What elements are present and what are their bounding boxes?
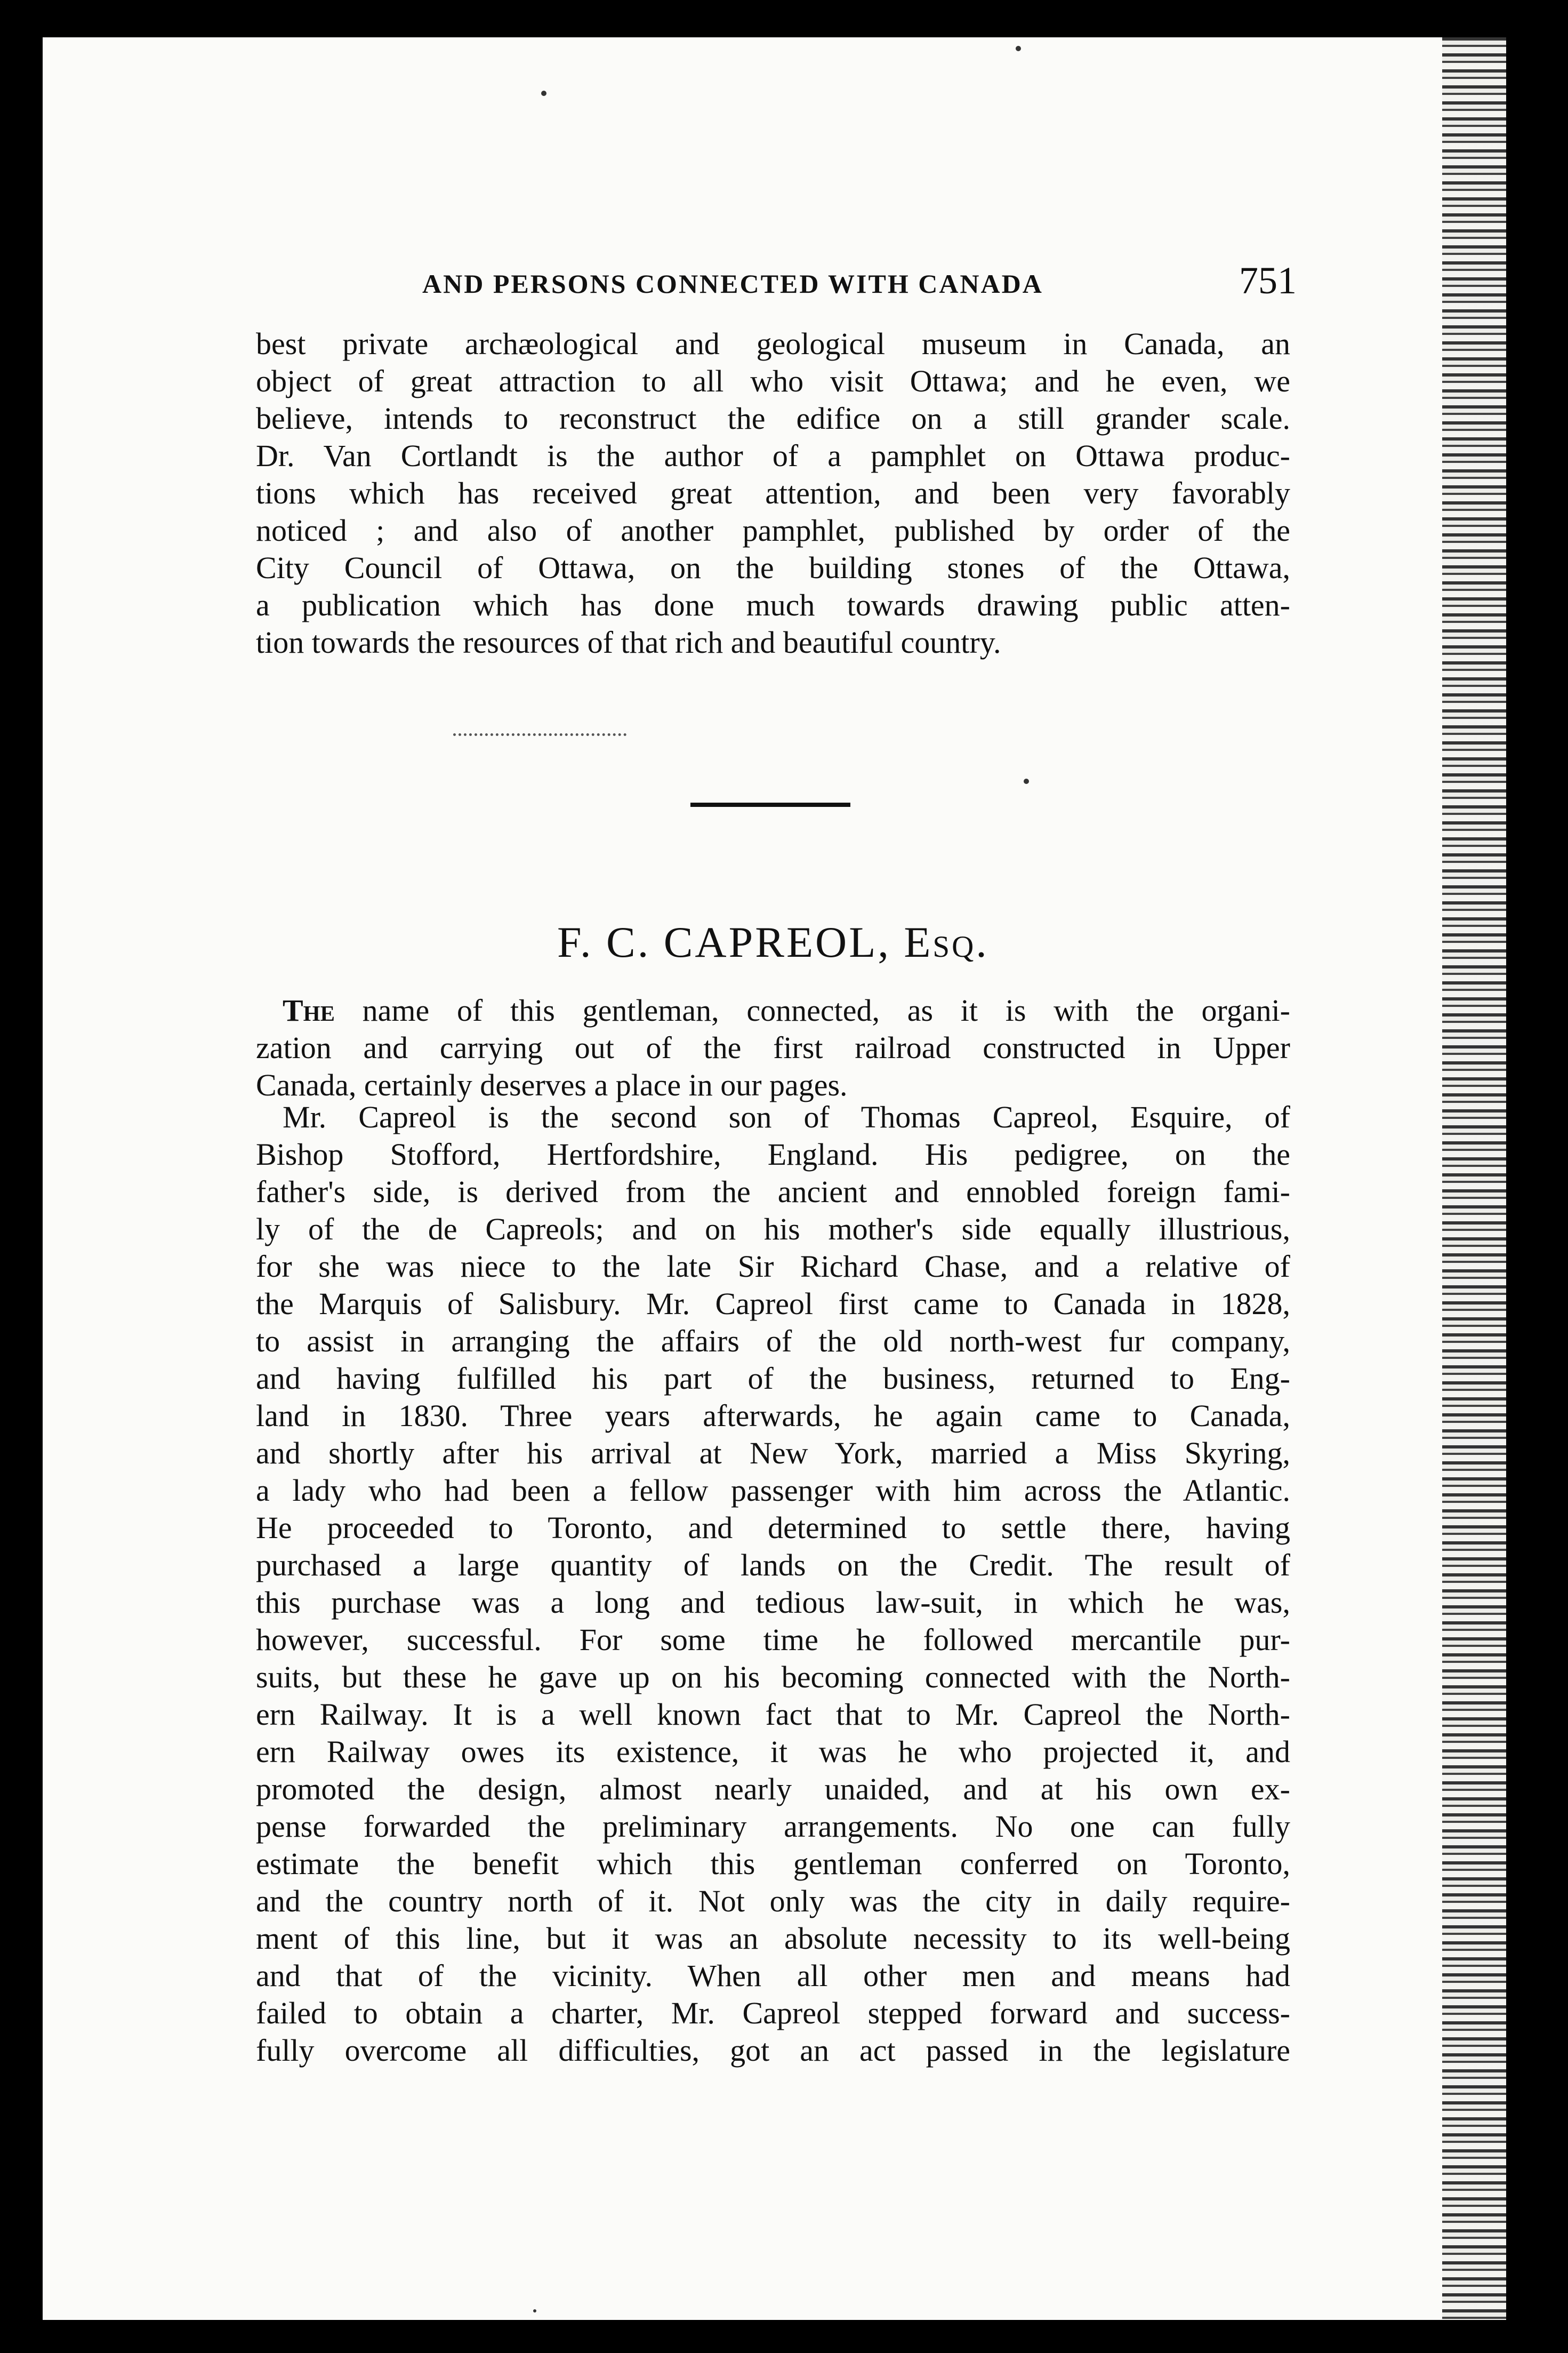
section-divider-rule xyxy=(690,803,850,807)
text-line: ern Railway owes its existence, it was he who projected it, and xyxy=(256,1734,1290,1769)
text-line: purchased a large quantity of lands on the Credit. The result of xyxy=(256,1548,1290,1582)
text-line: ly of the de Capreols; and on his mother's side equally illustrious, xyxy=(256,1212,1290,1246)
text-line: failed to obtain a charter, Mr. Capreol stepped forward and success- xyxy=(256,1996,1290,2030)
section-title-name: F. C. CAPREOL, xyxy=(557,918,891,966)
text-line: noticed ; and also of another pamphlet, published by order of the xyxy=(256,513,1290,548)
print-speck xyxy=(541,91,546,96)
text-line: best private archæological and geological museum in Canada, an xyxy=(256,326,1290,361)
dropcap-word: The xyxy=(283,993,335,1028)
text-line: to assist in arranging the affairs of the old north-west fur company, xyxy=(256,1324,1290,1358)
print-speck xyxy=(1024,779,1029,784)
book-page xyxy=(43,37,1506,2320)
text-line: Dr. Van Cortlandt is the author of a pamphlet on Ottawa produc- xyxy=(256,438,1290,473)
page-number: 751 xyxy=(1239,259,1297,302)
running-title: AND PERSONS CONNECTED WITH CANADA xyxy=(422,269,1043,299)
text-line: the Marquis of Salisbury. Mr. Capreol first came to Canada in 1828, xyxy=(256,1286,1290,1321)
intro-paragraph xyxy=(256,325,1290,661)
text-line: ern Railway. It is a well known fact that to Mr. Capreol the North- xyxy=(256,1697,1290,1732)
text-line: Mr. Capreol is the second son of Thomas Capreol, Esquire, of xyxy=(283,1100,1290,1134)
text-line: Bishop Stofford, Hertfordshire, England. His pedigree, on the xyxy=(256,1137,1290,1172)
text-line: He proceeded to Toronto, and determined to settle there, having xyxy=(256,1510,1290,1545)
text-line: for she was niece to the late Sir Richard Chase, and a relative of xyxy=(256,1249,1290,1284)
text-line: tions which has received great attention, and been very favorably xyxy=(256,476,1290,510)
text-line: believe, intends to reconstruct the edifice on a still grander scale. xyxy=(256,401,1290,436)
text-line: land in 1830. Three years afterwards, he again came to Canada, xyxy=(256,1398,1290,1433)
text-line: suits, but these he gave up on his becoming connected with the North- xyxy=(256,1660,1290,1694)
text-line: this purchase was a long and tedious law-suit, in which he was, xyxy=(256,1585,1290,1620)
text-line: zation and carrying out of the first railroad constructed in Upper xyxy=(256,1030,1290,1065)
text-line: father's side, is derived from the ancient and ennobled foreign fami- xyxy=(256,1174,1290,1209)
text-line: a publication which has done much towards drawing public atten- xyxy=(256,588,1290,622)
text-line: City Council of Ottawa, on the building stones of the Ottawa, xyxy=(256,550,1290,585)
section-paragraph-2 xyxy=(256,1099,1290,2069)
text-line: Canada, certainly deserves a place in our pages. xyxy=(256,1068,848,1102)
text-line: promoted the design, almost nearly unaided, and at his own ex- xyxy=(256,1772,1290,1806)
text-line: however, successful. For some time he followed mercantile pur- xyxy=(256,1622,1290,1657)
text-line: and having fulfilled his part of the business, returned to Eng- xyxy=(256,1361,1290,1396)
text-line: ment of this line, but it was an absolute necessity to its well-being xyxy=(256,1921,1290,1956)
section-paragraph-1 xyxy=(256,992,1290,1104)
text-line: fully overcome all difficulties, got an act passed in the legislature xyxy=(256,2033,1290,2068)
text-line: pense forwarded the preliminary arrangements. No one can fully xyxy=(256,1809,1290,1844)
text-line xyxy=(256,992,1290,1029)
text-line: and shortly after his arrival at New York, married a Miss Skyring, xyxy=(256,1436,1290,1470)
text-line: estimate the benefit which this gentleman conferred on Toronto, xyxy=(256,1846,1290,1881)
text-line: a lady who had been a fellow passenger with him across the Atlantic. xyxy=(256,1473,1290,1508)
text-line: and the country north of it. Not only was the city in daily require- xyxy=(256,1884,1290,1918)
first-line-text: name of this gentleman, connected, as it is with the organi- xyxy=(362,993,1290,1028)
page-edge-shadow xyxy=(1442,37,1506,2320)
section-title xyxy=(557,917,1064,967)
print-speck xyxy=(1016,46,1021,51)
page-header xyxy=(422,259,1297,312)
text-line: object of great attraction to all who visit Ottawa; and he even, we xyxy=(256,364,1290,398)
text-line: tion towards the resources of that rich and beautiful country. xyxy=(256,625,1001,660)
print-speck xyxy=(533,2309,536,2312)
section-title-suffix: Esq. xyxy=(904,918,989,966)
text-line: and that of the vicinity. When all other men and means had xyxy=(256,1958,1290,1993)
dotted-rule xyxy=(453,733,626,736)
